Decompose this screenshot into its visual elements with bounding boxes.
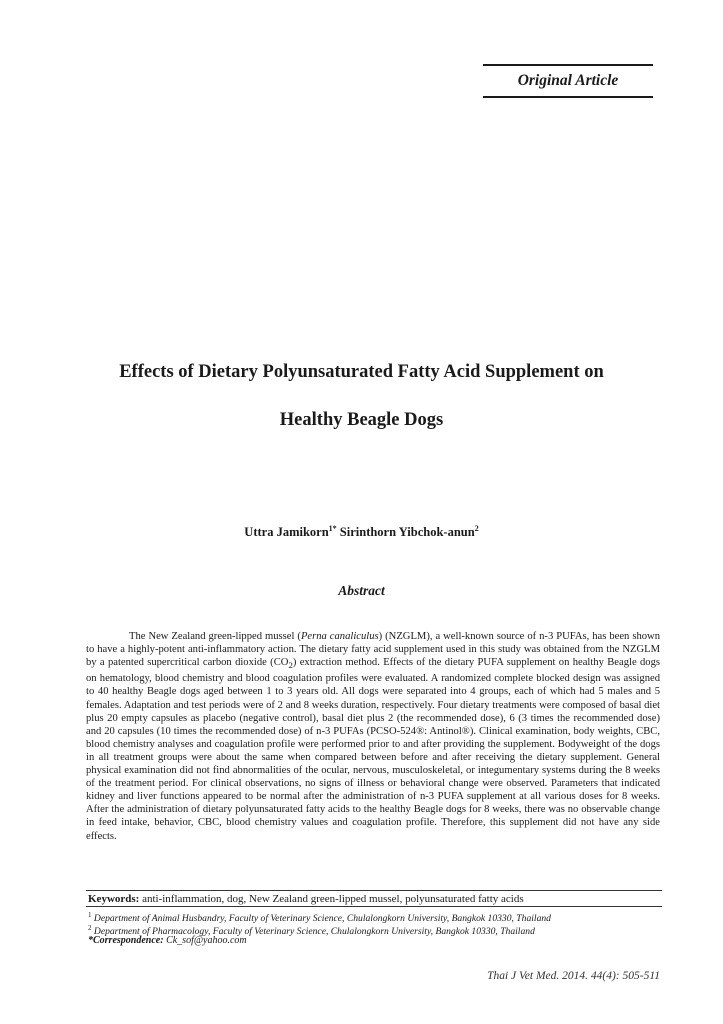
author-affiliation-mark: 1* (328, 524, 337, 533)
correspondence-email: Ck_sof@yahoo.com (163, 935, 247, 946)
abstract-text-rest: ) extraction method. Effects of the dietary PUFA supplement on healthy Beagle dogs on hematology, blood chemistry and blood coagulation profiles were evaluated. A randomized complete blocked design was assigned to 40 healthy Beagle dogs aged between 1 to 3 years old. All dogs were separated into 4 groups, each of which had 5 males and 5 females. Adaptation and test periods were of 2 and 8 weeks duration, respectively. Four dietary treatments were composed of basal diet plus 20 empty capsules as placebo (negative control), basal diet plus 2 (the recommended dose), 6 (3 times the recommended dose) and 20 capsules (10 times the recommended dose) of n-3 PUFAs (PCSO-524®: Antinol®). Clinical examination, body weights, CBC, blood chemistry analyses and coagulation profile were performed prior to and after providing the supplement. Bodyweight of the dogs in all treatment groups were about the same when compared between before and after receiving the dietary supplement. General physical examination did not find abnormalities of the ocular, nervous, musculoskeletal, or integumentary systems during the 8 weeks of the treatment period. For clinical observations, no signs of illness or behavioral change were observed. Parameters that indicated kidney and liver functions appeared to be normal after the administration of n-3 PUFA supplement at all various doses for 8 weeks. After the administration of dietary polyunsaturated fatty acids to the healthy Beagle dogs for 8 weeks, there was no observable change in feed intake, behavior, CBC, blood chemistry values and coagulation profile. Therefore, this supplement did not have any side effects. (86, 657, 661, 842)
co2-subscript: 2 (288, 660, 293, 671)
abstract-text-start: The New Zealand green-lipped mussel ( (129, 631, 301, 642)
footnote-mark: 1 (88, 911, 92, 919)
author-name: Sirinthorn Yibchok-anun (339, 525, 475, 540)
correspondence-line (88, 935, 662, 947)
journal-citation: Thai J Vet Med. 2014. 44(4): 505-511 (487, 970, 660, 982)
author-name: Uttra Jamikorn (244, 525, 329, 540)
abstract-heading: Abstract (338, 583, 385, 598)
footnote-text: Department of Animal Husbandry, Faculty of Veterinary Science, Chulalongkorn University, Bangkok 10330, Thailand (91, 913, 551, 925)
footnote-text: Department of Pharmacology, Faculty of Veterinary Science, Chulalongkorn University, Bangkok 10330, Thailand (91, 926, 535, 938)
keywords-label: Keywords: (88, 893, 140, 905)
abstract-body (86, 630, 660, 843)
keywords-text: anti-inflammation, dog, New Zealand green-lipped mussel, polyunsaturated fatty acids (139, 893, 524, 905)
paper-title-line-1: Effects of Dietary Polyunsaturated Fatty Acid Supplement on (119, 362, 604, 382)
keywords-line (88, 893, 660, 906)
badge-bottom-rule (483, 96, 653, 98)
keywords-top-rule (86, 890, 662, 891)
keywords-bottom-rule (86, 906, 662, 907)
abstract-text-middle: ) (NZGLM), a well-known source of n-3 PUFAs, has been shown to have a highly-potent anti-inflammatory action. The dietary fatty acid supplement used in this study was obtained from the NZGLM by a patented supercritical carbon dioxide (CO (86, 631, 660, 669)
correspondence-label: *Correspondence: (88, 935, 164, 946)
species-name: Perna canaliculus (300, 631, 379, 642)
article-type-badge (483, 64, 653, 98)
footnote-mark: 2 (88, 924, 92, 932)
author-list (60, 524, 663, 540)
author-affiliation-mark: 2 (474, 524, 479, 533)
paper-title-line-2: Healthy Beagle Dogs (279, 410, 444, 430)
article-type-label: Original Article (517, 72, 619, 89)
